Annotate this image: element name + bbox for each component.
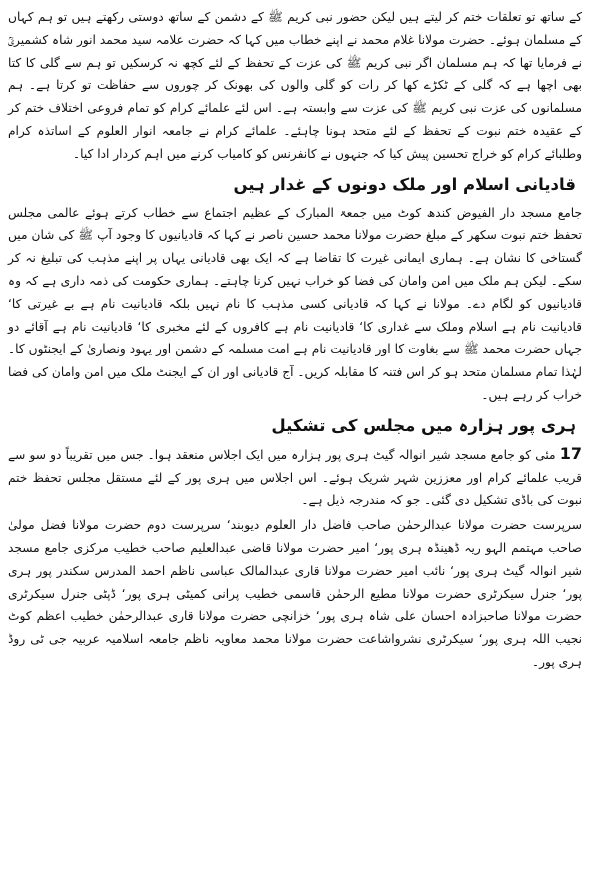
- article-paragraph-4: سرپرست حضرت مولانا عبدالرحمٰن صاحب فاضل دار العلوم دیوبند‘ سرپرست دوم حضرت مولانا فضل مولیٰ صاحب مہتمم الہو ریہ ڈھینڈہ ہری پور‘ امیر حضرت مولانا قاضی عبدالعلیم صاحب خطیب مرکزی جامع مسجد شیر انوالہ گیٹ ہری پور‘ نائب امیر حضرت مولانا قاری عبدالمالک عباسی ناظم احمد المدرس سکندر پور ہری پور‘ جنرل سیکرٹری حضرت مولانا مطیع الرحمٰن قاسمی خطیب پرانی کمیٹی ہری پور‘ ڈپٹی جنرل سیکرٹری حضرت مولانا صاحبزادہ احسان علی شاہ ہری پور‘ خزانچی حضرت مولانا قاری عبدالرحمٰن خطیب اعظم کوٹ نجیب اللہ ہری پور‘ سیکرٹری نشرواشاعت حضرت مولانا محمد معاویہ ناظم جامعہ اسلامیہ عربیہ جی ٹی روڈ ہری پور۔: [8, 518, 582, 669]
- article-paragraph-1: کے ساتھ تو تعلقات ختم کر لیتے ہیں لیکن حضور نبی کریم ﷺ کے دشمن کے ساتھ دوستی رکھتے ہیں تو ہم کہاں کے مسلمان ہوئے۔ حضرت مولانا غلام محمد نے اپنے خطاب میں کہا کہ حضرت علامہ سید محمد انور شاہ کشمیریؒ نے فرمایا تھا کہ ہم مسلمان اگر نبی کریم ﷺ کی عزت کے تحفظ کے لئے کچھ نہ کرسکیں تو ہم سے گلی کا کتا بھی اچھا ہے کہ گلی کے ٹکڑے کھا کر رات کو گلی والوں کی بھونک کر چوروں سے حفاظت تو کرتا ہے۔ ہم مسلمانوں کی عزت نبی کریم ﷺ کی عزت سے وابستہ ہے۔ اس لئے علمائے کرام کو تمام فروعی اختلاف ختم کر کے عقیدہ ختم نبوت کے تحفظ کے لئے متحد ہونا چاہئے۔ علمائے کرام نے جامعہ انوار العلوم کے اساتذہ کرام وطلبائے کرام کو خراج تحسین پیش کیا کہ جنہوں نے کانفرنس کو کامیاب کرنے میں اہم کردار ادا کیا۔: [8, 10, 582, 161]
- section-heading-qadiani: قادیانی اسلام اور ملک دونوں کے غدار ہیں: [233, 174, 576, 194]
- section-heading-haripur: ہری پور ہزارہ میں مجلس کی تشکیل: [271, 415, 576, 435]
- article-paragraph-3-text: مئی کو جامع مسجد شیر انوالہ گیٹ ہری پور ہزارہ میں ایک اجلاس منعقد ہوا۔ جس میں تقریباً دو سو سے قریب علمائے کرام اور معززین شہر شریک ہوئے۔ اس اجلاس میں ہری پور کے لئے مستقل مجلس تحفظ ختم نبوت کی باڈی تشکیل دی گئی۔ جو کہ مندرجہ ذیل ہے۔: [8, 447, 582, 508]
- date-number: 17: [559, 443, 583, 463]
- article-paragraph-2: جامع مسجد دار الفیوض کندھ کوٹ میں جمعۃ المبارک کے عظیم اجتماع سے خطاب کرتے ہوئے عالمی مجلس تحفظ ختم نبوت سکھر کے مبلغ حضرت مولانا محمد حسین ناصر نے کہا کہ قادیانیوں کا وجود آپ ﷺ کی شان میں گستاخی کا نشان ہے۔ ہماری ایمانی غیرت کا تقاضا ہے کہ ایک بھی قادیانی یہاں پر اپنے مذہب کی تبلیغ نہ کر سکے۔ لیکن ہم ملک میں امن وامان کی فضا کو خراب نہیں کرنا چاہتے۔ ہماری حکومت کی ذمہ داری ہے کہ وہ قادیانیوں کو لگام دے۔ مولانا نے کہا کہ قادیانی کسی مذہب کا نام نہیں بلکہ قادیانیت نام ہے بے غیرتی کا‘ قادیانیت نام ہے اسلام وملک سے غداری کا‘ قادیانیت نام ہے کافروں کے لئے مخبری کا‘ قادیانیت نام ہے آقائے دو جہاں حضرت محمد ﷺ سے بغاوت کا اور قادیانیت نام ہے امت مسلمہ کے دشمن اور یہود ونصاریٰ کے ایجنٹوں کا۔ لہٰذا تمام مسلمان متحد ہو کر اس فتنہ کا مقابلہ کریں۔ آج قادیانی اور ان کے ایجنٹ ملک میں امن وامان کی فضا خراب کر رہے ہیں۔: [8, 205, 582, 402]
- article-paragraph-3: [8, 443, 582, 512]
